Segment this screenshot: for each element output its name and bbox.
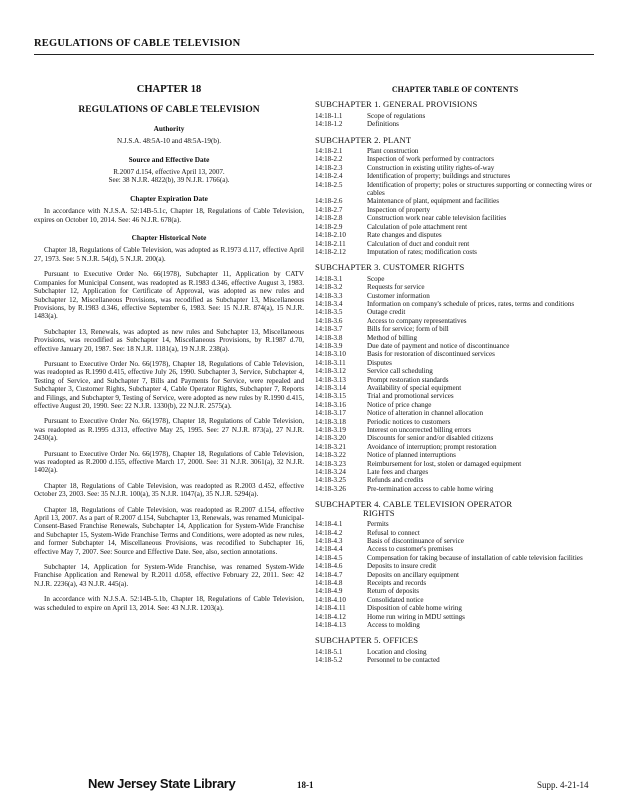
toc-entry [315,376,595,384]
toc-entry [315,359,595,367]
section-number: 14:18-2.2 [315,155,343,164]
history-paragraph: Chapter 18, Regulations of Cable Television, was readopted as R.2007 d.154, effective April 13, 2007. As a part of R.2007 d.154, Subchapter 13, Renewals, was renamed Municipal-Consent-Based Franchise Renewals, Subchapter 14, Application for System-Wide Franchise and Subchapter 15, System-Wide Franchise Terms and Conditions, were adopted as new rules, and former Subchapter 14, Miscellaneous Provisions, was recodified to Subchapter 16, effective May 7, 2007. See: Source and Effective Date. See, also, section annotations. [34,505,304,556]
section-number: 14:18-2.10 [315,231,346,240]
section-title: Due date of payment and notice of discontinuance [367,341,510,350]
toc-entry [315,197,595,205]
toc-subchapter [315,136,595,257]
section-title: Compensation for taking because of installation of cable television facilities [367,553,583,562]
toc-entry [315,604,595,612]
supplement-date: Supp. 4-21-14 [537,780,589,790]
section-title: Deposits to insure credit [367,562,437,571]
section-title: Basis for restoration of discontinued services [367,350,495,359]
section-number: 14:18-3.10 [315,350,346,359]
section-title: Identification of property; poles or structures supporting or connecting wires or cables [367,180,592,198]
section-title: Refusal to connect [367,528,420,537]
section-number: 14:18-3.14 [315,384,346,392]
section-number: 14:18-3.9 [315,341,343,350]
toc-entry [315,155,595,163]
section-number: 14:18-3.19 [315,426,346,435]
section-number: 14:18-2.1 [315,147,343,156]
section-number: 14:18-4.11 [315,604,346,613]
section-title: Discounts for senior and/or disabled citizens [367,434,494,443]
section-number: 14:18-3.13 [315,375,346,384]
toc-entry [315,248,595,256]
section-title: Availability of special equipment [367,384,462,392]
section-title: Notice of price change [367,400,432,409]
section-title: Deposits on ancillary equipment [367,570,460,579]
toc-entry [315,334,595,342]
section-number: 14:18-3.8 [315,333,343,342]
toc-entry [315,648,595,656]
right-column [315,86,595,672]
section-title: Calculation of pole attachment rent [367,222,468,231]
toc-entry [315,172,595,180]
section-number: 14:18-2.3 [315,163,343,172]
section-title: Outage credit [367,308,406,317]
subchapter-heading [315,636,595,644]
section-number: 14:18-3.22 [315,451,346,460]
history-paragraph: Pursuant to Executive Order No. 66(1978), Chapter 18, Regulations of Cable Television, was readopted as R.2000 d.155, effective March 17, 2000. See: 31 N.J.R. 3061(a), 32 N.J.R. 1402(a). [34,449,304,475]
section-title: Method of billing [367,333,418,342]
subchapter-heading-line: SUBCHAPTER 5. OFFICES [315,635,419,646]
toc-entry [315,529,595,537]
page-number: 18-1 [297,780,314,790]
section-title: Scope [367,274,385,283]
section-number: 14:18-4.7 [315,570,343,579]
section-title: Construction in existing utility rights-of-way [367,163,495,172]
subchapter-heading-line: SUBCHAPTER 1. GENERAL PROVISIONS [315,99,478,110]
subchapter-heading-continuation: RIGHTS [363,507,395,518]
toc-entry [315,613,595,621]
section-title: Disputes [367,358,392,367]
section-title: Rate changes and disputes [367,231,442,240]
section-number: 14:18-4.1 [315,520,343,529]
library-logo: New Jersey State Library [88,776,236,791]
section-number: 14:18-3.21 [315,442,346,451]
section-title: Imputation of rates; modification costs [367,247,477,256]
toc-entry [315,434,595,442]
toc-entry [315,223,595,231]
toc-entry [315,545,595,553]
toc-entry [315,181,595,198]
subchapter-heading [315,263,595,271]
section-title: Plant construction [367,147,419,156]
section-title: Requests for service [367,283,425,292]
history-paragraph: Chapter 18, Regulations of Cable Television, was adopted as R.1973 d.117, effective April 27, 1973. See: 5 N.J.R. 54(d), 5 N.J.R. 200(a). [34,246,304,263]
section-title: Customer information [367,291,430,300]
history-paragraph: Subchapter 14, Application for System-Wide Franchise, was renamed System-Wide Franchise Application and Renewal by R.2011 d.058, effective February 22, 2011. See: 42 N.J.R. 2236(a), 43 N.J.R. 445(a). [34,563,304,588]
section-title: Scope of regulations [367,111,426,120]
section-number: 14:18-3.23 [315,459,346,468]
toc-entry [315,520,595,528]
history-paragraph: In accordance with N.J.S.A. 52:14B-5.1b, Chapter 18, Regulations of Cable Television, was scheduled to expire on April 13, 2014. See: 43 N.J.R. 1203(a). [34,595,304,612]
section-number: 14:18-2.6 [315,197,343,206]
section-number: 14:18-1.2 [315,120,343,129]
section-title: Permits [367,520,389,529]
header-rule [34,54,594,55]
toc-title: CHAPTER TABLE OF CONTENTS [391,85,519,94]
toc-entry [315,367,595,375]
section-number: 14:18-4.2 [315,528,343,537]
toc-subchapter [315,500,595,629]
section-number: 14:18-4.9 [315,587,343,596]
source-heading: Source and Effective Date [128,154,210,164]
section-number: 14:18-3.20 [315,434,346,443]
left-column [34,86,304,619]
section-title: Late fees and charges [367,468,429,477]
toc-entry [315,292,595,300]
toc-entry [315,214,595,222]
section-title: Reimbursement for lost, stolen or damaged equipment [367,459,522,468]
section-title: Trial and promotional services [367,392,454,401]
source-line-1: R.2007 d.154, effective April 13, 2007. [113,168,225,177]
toc-entry [315,485,595,493]
toc-entry [315,120,595,128]
section-title: Inspection of property [367,205,431,214]
section-title: Personnel to be contacted [367,656,440,665]
section-number: 14:18-2.11 [315,239,346,248]
toc-entry [315,554,595,562]
subchapter-heading [315,100,595,108]
toc-entry [315,476,595,484]
section-number: 14:18-3.4 [315,299,343,308]
section-title: Access to company representatives [367,316,467,325]
toc-entry [315,418,595,426]
section-number: 14:18-2.8 [315,214,343,223]
subchapter-heading-line: SUBCHAPTER 4. CABLE TELEVISION OPERATOR [315,499,513,510]
toc-entry [315,275,595,283]
toc-entry [315,384,595,392]
section-number: 14:18-4.10 [315,595,346,604]
section-title: Home run wiring in MDU settings [367,612,465,621]
history-heading: Chapter Historical Note [131,233,207,243]
section-number: 14:18-4.4 [315,545,343,554]
section-number: 14:18-2.9 [315,222,343,231]
section-number: 14:18-1.1 [315,111,343,120]
section-title: Receipts and records [367,578,427,587]
toc-entry [315,537,595,545]
toc-entry [315,562,595,570]
running-head: REGULATIONS OF CABLE TELEVISION [34,38,241,49]
toc-subchapter [315,100,595,128]
section-number: 14:18-3.1 [315,274,343,283]
expiration-heading: Chapter Expiration Date [130,193,208,203]
toc-subchapter [315,263,595,493]
toc-entry [315,571,595,579]
section-title: Interest on uncorrected billing errors [367,426,472,435]
section-title: Return of deposits [367,587,420,596]
history-paragraph: Chapter 18, Regulations of Cable Television, was readopted as R.2003 d.452, effective October 23, 2003. See: 35 N.J.R. 100(a), 35 N.J.R. 1047(a), 35 N.J.R. 5294(a). [34,481,304,499]
toc-entry [315,621,595,629]
section-title: Basis of discontinuance of service [367,536,464,545]
section-number: 14:18-3.12 [315,367,346,376]
toc-entry [315,164,595,172]
section-title: Calculation of duct and conduit rent [367,239,470,248]
section-title: Avoidance of interruption; prompt restoration [367,442,497,451]
toc-entry [315,426,595,434]
section-title: Notice of planned interruptions [367,451,456,460]
section-number: 14:18-4.5 [315,553,343,562]
section-title: Maintenance of plant, equipment and facilities [367,197,499,206]
source-line-2: See: 38 N.J.R. 4822(b), 39 N.J.R. 1766(a). [108,176,230,185]
section-number: 14:18-2.7 [315,205,343,214]
section-number: 14:18-4.6 [315,562,343,571]
toc-subchapter [315,636,595,664]
history-paragraph: Pursuant to Executive Order No. 66(1978), Subchapter 11, Application by CATV Companies for Municipal Consent, was readopted as R.1983 d.346, effective August 3, 1983. Subchapter 12, Application for Certificate of Approval, was adopted as new rules and Subchapter 12, Miscellaneous Provisions, was recodified as Subchapter 13, Miscellaneous Provisions, by R.1983 d.346, effective September 6, 1983. See: 15 N.J.R. 874(a), 15 N.J.R. 1483(a). [34,270,304,321]
section-number: 14:18-3.15 [315,392,346,401]
section-number: 14:18-4.3 [315,536,343,545]
toc-entry [315,587,595,595]
history-paragraph: Subchapter 13, Renewals, was adopted as new rules and Subchapter 13, Miscellaneous Provisions, was recodified as Subchapter 14, Miscellaneous Provisions, by R.1987 d.70, effective January 20, 1987. See: 18 N.J.R. 1181(a), 19 N.J.R. 238(a). [34,327,304,353]
subchapter-heading-line: SUBCHAPTER 3. CUSTOMER RIGHTS [315,262,465,273]
toc-entry [315,317,595,325]
section-number: 14:18-5.1 [315,647,343,656]
section-title: Periodic notices to customers [367,417,451,426]
chapter-number: CHAPTER 18 [136,84,202,95]
history-paragraph: Pursuant to Executive Order No. 66(1978), Chapter 18, Regulations of Cable Television, was readopted as R.1990 d.415, effective July 26, 1990. Subchapter 3, Service, Subchapter 4, Testing of Service, and Subchapter 7, Bills and Payments for Service, were repealed and Subchapter 3, Customer Rights, Subchapter 4, Cable Operator Rights, Subchapter 7, Reports and Filings, and Subchapter 9, Testing of Service, were adopted as new rules by R.1990 d.415, effective August 20, 1990. See: 22 N.J.R. 1330(b), 22 N.J.R. 2575(a). [34,359,304,410]
toc-entry [315,596,595,604]
toc-entry [315,300,595,308]
section-title: Construction work near cable television facilities [367,214,507,223]
section-title: Location and closing [367,647,427,656]
subchapter-heading-line: SUBCHAPTER 2. PLANT [315,134,412,145]
section-title: Inspection of work performed by contractors [367,155,495,164]
section-title: Notice of alteration in channel allocation [367,409,484,418]
section-number: 14:18-4.13 [315,620,346,629]
section-number: 14:18-3.16 [315,400,346,409]
toc-entry [315,325,595,333]
section-number: 14:18-3.24 [315,468,346,477]
section-number: 14:18-2.5 [315,180,343,189]
section-title: Bills for service; form of bill [367,325,449,334]
toc-entry [315,308,595,316]
section-title: Refunds and credits [367,476,424,485]
toc-entry [315,392,595,400]
section-title: Identification of property; buildings and structures [367,172,511,181]
toc-entry [315,656,595,664]
section-number: 14:18-3.7 [315,325,343,334]
section-number: 14:18-5.2 [315,656,343,665]
toc-entry [315,409,595,417]
toc-entry [315,231,595,239]
section-number: 14:18-2.12 [315,247,346,256]
toc-entry [315,206,595,214]
section-number: 14:18-4.12 [315,612,346,621]
section-title: Definitions [367,120,399,129]
toc-entry [315,468,595,476]
toc-entry [315,451,595,459]
toc-entry [315,147,595,155]
section-title: Access to molding [367,620,420,629]
section-number: 14:18-3.5 [315,308,343,317]
section-title: Prompt restoration standards [367,375,449,384]
toc-entry [315,443,595,451]
toc-entry [315,579,595,587]
section-number: 14:18-3.3 [315,291,343,300]
toc-entry [315,112,595,120]
section-title: Information on company's schedule of prices, rates, terms and conditions [367,299,575,308]
authority-heading: Authority [153,123,185,133]
section-number: 14:18-3.25 [315,476,346,485]
expiration-text: In accordance with N.J.S.A. 52:14B-5.1c, Chapter 18, Regulations of Cable Television, expires on October 10, 2014. See: 46 N.J.R. 678(a). [34,207,304,224]
toc-entry [315,342,595,350]
section-number: 14:18-4.8 [315,578,343,587]
section-title: Disposition of cable home wiring [367,604,462,613]
section-number: 14:18-3.18 [315,417,346,426]
toc-entry [315,283,595,291]
subchapter-heading [315,136,595,144]
section-number: 14:18-3.11 [315,358,346,367]
toc-entry [315,240,595,248]
toc-entry [315,350,595,358]
section-number: 14:18-3.6 [315,316,343,325]
section-title: Access to customer's premises [367,545,454,554]
history-notes [34,246,304,612]
section-title: Consolidated notice [367,595,424,604]
toc-entry [315,460,595,468]
chapter-title: REGULATIONS OF CABLE TELEVISION [78,105,260,116]
section-title: Pre-termination access to cable home wiring [367,484,494,493]
table-of-contents [315,100,595,664]
section-title: Service call scheduling [367,367,433,376]
authority-text: N.J.S.A. 48:5A-10 and 48:5A-19(b). [116,137,222,146]
toc-entry [315,401,595,409]
section-number: 14:18-3.2 [315,283,343,292]
history-paragraph: Pursuant to Executive Order No. 66(1978), Chapter 18, Regulations of Cable Television, was readopted as R.1995 d.313, effective May 25, 1995. See: 27 N.J.R. 873(a), 27 N.J.R. 2430(a). [34,417,304,443]
subchapter-heading [315,500,595,517]
section-number: 14:18-3.26 [315,484,346,493]
section-number: 14:18-2.4 [315,172,343,181]
section-number: 14:18-3.17 [315,409,346,418]
